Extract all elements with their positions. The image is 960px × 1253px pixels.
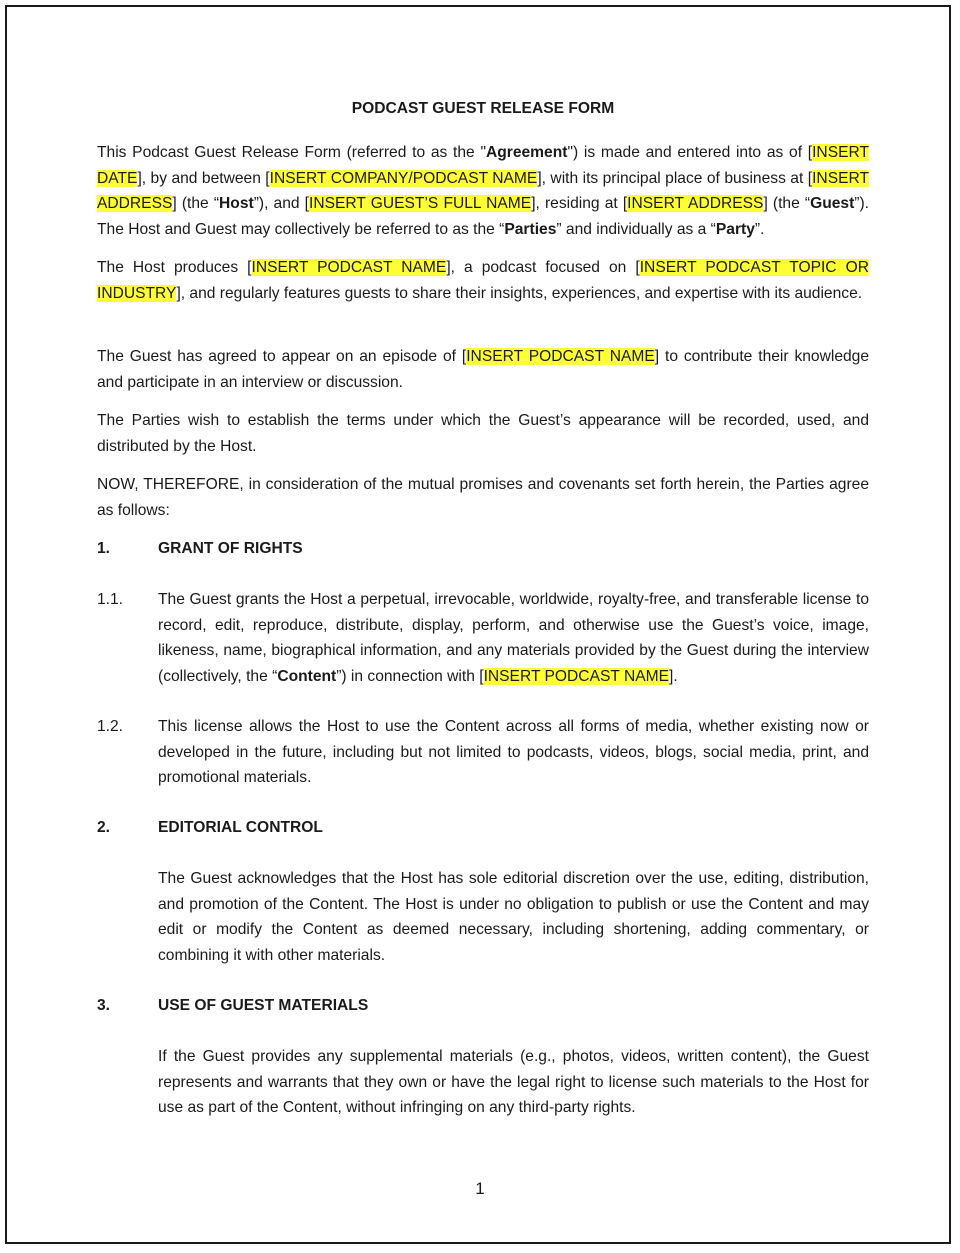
defined-term-parties: Parties [504, 220, 557, 238]
text-run: ” and individually as a “ [556, 220, 716, 238]
placeholder-podcast-topic: INSERT PODCAST TOPIC OR INDUSTRY [97, 259, 869, 302]
paragraph-host-produces [97, 255, 869, 306]
document-page [5, 5, 951, 1244]
page-number: 1 [475, 1179, 485, 1198]
section-title: GRANT OF RIGHTS [158, 540, 303, 557]
text-run: ”), and [ [253, 195, 309, 213]
section-title: EDITORIAL CONTROL [158, 819, 323, 836]
intro-paragraph [97, 140, 869, 242]
clause-text: This license allows the Host to use the Content across all forms of media, whether existing now or developed in the future, including but not limited to podcasts, videos, blogs, social media, print, and promotional materials. [158, 718, 869, 787]
section-3-body: If the Guest provides any supplemental materials (e.g., photos, videos, written content), the Guest represents and warrants that they own or have the legal right to license such materials to the Host for use as part of the Content, without infringing on any third-party rights. [158, 1048, 869, 1117]
section-2-body: The Guest acknowledges that the Host has sole editorial discretion over the use, editing, distribution, and promotion of the Content. The Host is under no obligation to publish or use the Content and may edit or modify the Content as deemed necessary, including shortening, adding commentary, or combining it with other materials. [158, 870, 869, 964]
text-run: ”) in connection with [ [336, 667, 484, 685]
clause-1-1 [97, 587, 869, 689]
clause-number: 1.2. [97, 718, 124, 735]
clause-number: 1.1. [97, 591, 124, 608]
document-title: PODCAST GUEST RELEASE FORM [351, 100, 615, 117]
text-run: The Host produces [ [97, 259, 252, 276]
placeholder-podcast-name: INSERT PODCAST NAME [483, 667, 669, 685]
text-run: ] (the “ [763, 195, 811, 213]
text-run: ") is made and entered into as of [ [567, 144, 813, 161]
text-run: ], by and between [ [137, 169, 270, 187]
paragraph-guest-agreed [97, 344, 869, 395]
placeholder-date: INSERT DATE [97, 144, 869, 187]
placeholder-guest-address: INSERT ADDRESS [627, 195, 764, 213]
placeholder-podcast-name: INSERT PODCAST NAME [466, 348, 655, 365]
paragraph-parties-wish: The Parties wish to establish the terms under which the Guest’s appearance will be recorded, used, and distributed by the Host. [97, 412, 869, 455]
text-run: ] to contribute their knowledge and participate in an interview or discussion. [97, 348, 870, 391]
text-run: ], residing at [ [531, 195, 628, 213]
paragraph-now-therefore: NOW, THEREFORE, in consideration of the mutual promises and covenants set forth herein, the Parties agree as follows: [97, 476, 869, 519]
section-number: 2. [97, 819, 111, 836]
text-run: The Guest has agreed to appear on an episode of [ [97, 348, 467, 365]
section-number: 1. [97, 540, 111, 557]
placeholder-guest-name: INSERT GUEST’S FULL NAME [309, 195, 532, 213]
text-run: ] (the “ [172, 195, 220, 213]
section-title: USE OF GUEST MATERIALS [158, 997, 369, 1014]
text-run: ]. [669, 667, 678, 685]
defined-term-content: Content [277, 667, 337, 685]
placeholder-podcast-name: INSERT PODCAST NAME [251, 259, 447, 276]
clause-text [158, 587, 869, 689]
text-run: ”). The Host and Guest may collectively be referred to as the “ [97, 195, 870, 238]
clause-1-2 [97, 714, 869, 791]
text-run: This Podcast Guest Release Form (referred to as the " [97, 144, 486, 161]
text-run: ], with its principal place of business at [ [537, 169, 813, 187]
defined-term-guest: Guest [810, 195, 855, 213]
defined-term-agreement: Agreement [485, 144, 568, 161]
text-run: The Guest grants the Host a perpetual, irrevocable, worldwide, royalty-free, and transferable license to record, edit, reproduce, distribute, display, perform, and otherwise use the Guest’s voice, image, likeness, name, biographical information, and any materials provided by the Guest during the interview (collectively, the “ [158, 591, 869, 685]
text-run: ”. [754, 220, 765, 238]
defined-term-host: Host [219, 195, 254, 213]
text-run: ], a podcast focused on [ [446, 259, 640, 276]
section-number: 3. [97, 997, 111, 1014]
placeholder-host-address: INSERT ADDRESS [97, 169, 869, 213]
defined-term-party: Party [715, 220, 755, 238]
placeholder-company: INSERT COMPANY/PODCAST NAME [269, 169, 538, 187]
text-run: ], and regularly features guests to share their insights, experiences, and expertise with its audience. [176, 284, 863, 302]
